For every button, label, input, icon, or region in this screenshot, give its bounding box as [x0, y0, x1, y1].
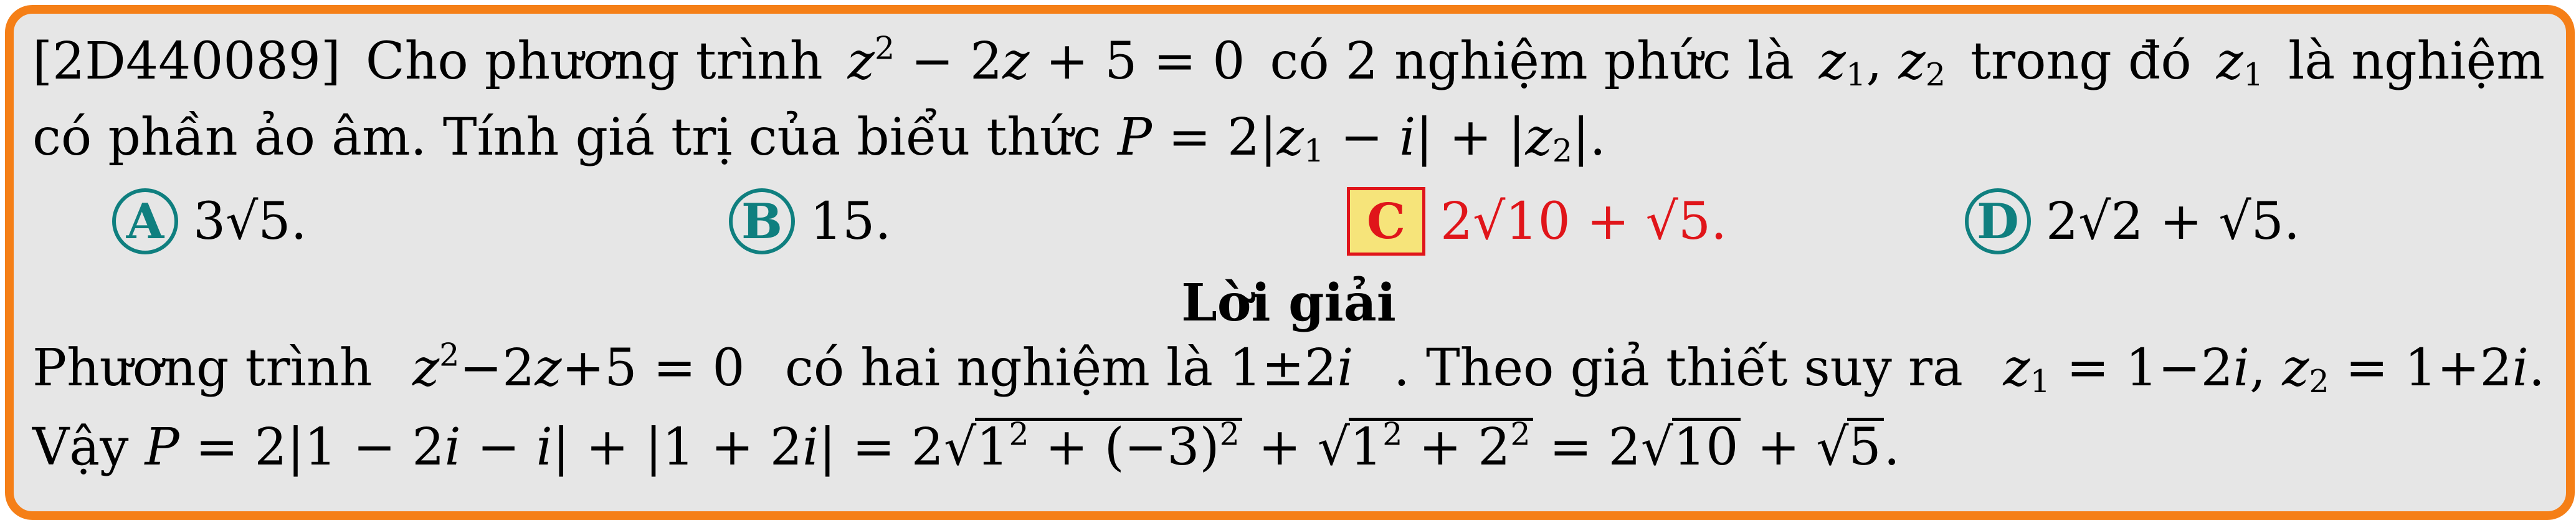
stem-text-4: là nghiệm [2288, 32, 2545, 91]
option-a-badge[interactable]: A [112, 188, 178, 254]
solution-equation: $z^2-2z+5 = 0$ [412, 336, 745, 398]
solution-line-1 [32, 336, 2545, 400]
option-d[interactable] [1965, 187, 2300, 256]
option-c-text: 2√10 + √5. [1440, 191, 1728, 251]
option-a[interactable] [112, 187, 307, 256]
option-b[interactable] [729, 187, 891, 256]
solution-text-3: . Theo giả thiết suy ra [1393, 339, 1963, 398]
equation: $z^2 - 2z + 5 = 0$ [847, 29, 1245, 91]
solution-text-2: có hai nghiệm là 1±2i [784, 339, 1354, 398]
solution-calculation: $P = 2|1 - 2i - i| + |1 + 2i| = 2√1^2 + (-3)^2 + √1^2 + 2^2 = 2√10 + √5$. [145, 415, 1900, 477]
stem-text-3: trong đó [1970, 32, 2192, 91]
option-d-text: 2√2 + √5. [2046, 191, 2300, 251]
option-c[interactable] [1347, 187, 1727, 256]
option-d-badge[interactable]: D [1965, 188, 2031, 254]
root-z1: $z_1$ [2216, 32, 2264, 94]
roots: $z_1$, $z_2$ [1818, 32, 1946, 94]
solution-line-2 [32, 415, 2545, 477]
problem-code: [2D440089] [32, 32, 341, 91]
solution-roots: $z_1 = 1-2i$, $z_2 = 1+2i$. [2003, 339, 2545, 400]
stem-text-2: có 2 nghiệm phức là [1270, 32, 1794, 91]
solution-text-4: Vậy [32, 418, 129, 477]
option-a-text: 3√5. [193, 191, 307, 251]
option-c-badge[interactable]: C [1347, 187, 1425, 256]
solution-heading: Lời giải [1181, 273, 1396, 333]
problem-line-1 [32, 29, 2545, 94]
option-b-badge[interactable]: B [729, 188, 795, 254]
solution-text-1: Phương trình [32, 339, 373, 398]
stem-text-1: Cho phương trình [365, 32, 823, 91]
stem-text-5: có phần ảo âm. Tính giá trị của biểu thức [32, 108, 1101, 167]
expression-P: $P = 2|z_1 - i| + |z_2|$. [1117, 108, 1606, 170]
problem-line-2 [32, 108, 2545, 170]
option-b-text: 15. [810, 191, 891, 251]
